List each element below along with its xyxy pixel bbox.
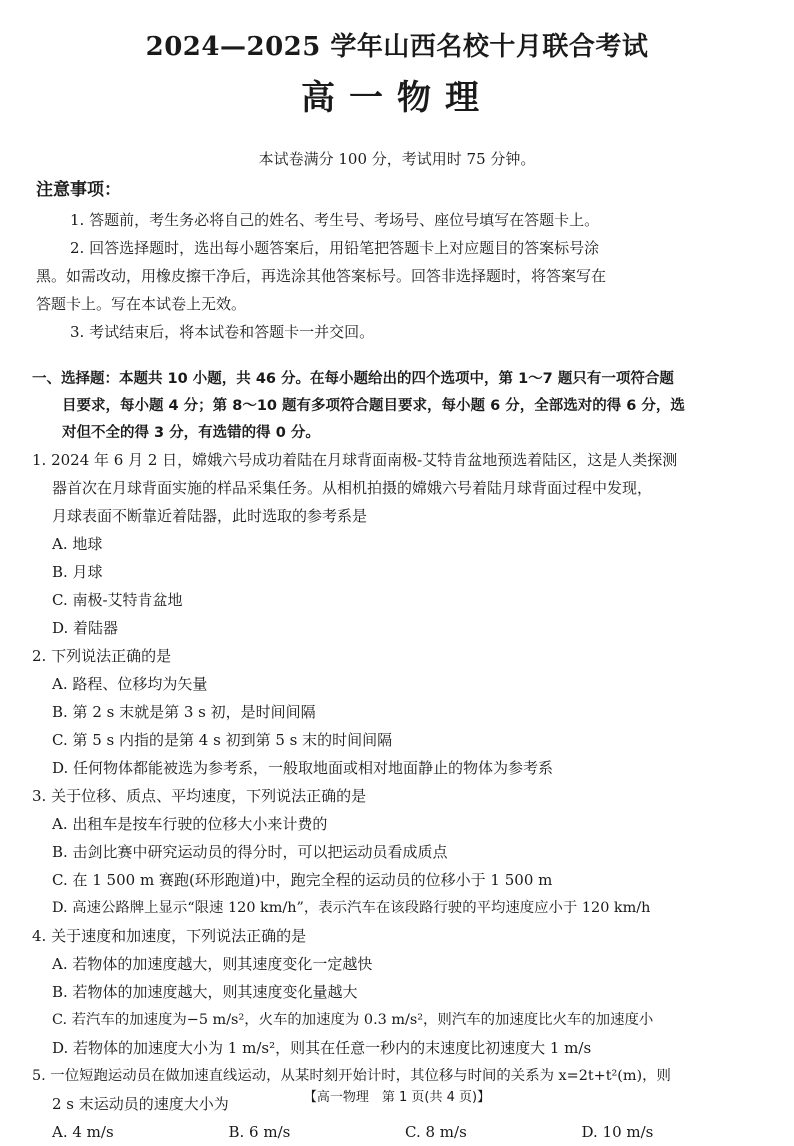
question-stem: 2. 下列说法正确的是 — [32, 647, 172, 665]
exam-info: 本试卷满分 100 分，考试用时 75 分钟。 — [258, 150, 536, 168]
option-c: C. 8 m/s — [405, 1123, 467, 1141]
options — [32, 670, 758, 782]
option-a: A. 4 m/s — [52, 1123, 114, 1141]
section-line: 目要求，每小题 4 分；第 8～10 题有多项符合题目要求，每小题 6 分，全部选对的得 6 分，选 — [62, 398, 685, 414]
option-d: D. 若物体的加速度大小为 1 m/s²，则其在任意一秒内的末速度比初速度大 1 m/s — [52, 1039, 592, 1057]
option-a: A. 路程、位移均为矢量 — [52, 675, 208, 693]
section-line: 对但不全的得 3 分，有选错的得 0 分。 — [62, 425, 320, 441]
options — [32, 810, 758, 922]
section-heading — [32, 366, 758, 447]
question-3 — [32, 782, 758, 922]
question-stem: 器首次在月球背面实施的样品采集任务。从相机拍摄的嫦娥六号着陆月球背面过程中发现， — [52, 479, 653, 497]
section-line: 一、选择题：本题共 10 小题，共 46 分。在每小题给出的四个选项中，第 1～7 题只有一项符合题 — [32, 371, 674, 387]
question-stem: 5. 一位短跑运动员在做加速直线运动，从某时刻开始计时，其位移与时间的关系为 x=2t+t²(m)，则 — [32, 1068, 671, 1084]
question-stem: 2 s 末运动员的速度大小为 — [52, 1095, 229, 1113]
note-item-1: 1. 答题前，考生务必将自己的姓名、考生号、考场号、座位号填写在答题卡上。 — [70, 211, 600, 229]
option-c: C. 若汽车的加速度为−5 m/s²，火车的加速度为 0.3 m/s²，则汽车的加速度比火车的加速度小 — [52, 1012, 654, 1028]
option-c: C. 南极-艾特肯盆地 — [52, 591, 183, 609]
exam-title: 2024—2025 学年山西名校十月联合考试 — [145, 32, 649, 62]
subject-title: 高一物理 — [301, 78, 493, 118]
option-b: B. 6 m/s — [228, 1123, 291, 1141]
notes-list — [36, 206, 754, 346]
option-d: D. 10 m/s — [581, 1123, 654, 1141]
option-d: D. 任何物体都能被选为参考系，一般取地面或相对地面静止的物体为参考系 — [52, 759, 554, 777]
option-c: C. 在 1 500 m 赛跑(环形跑道)中，跑完全程的运动员的位移小于 1 500 m — [52, 871, 553, 889]
question-list — [32, 446, 758, 1146]
question-stem: 月球表面不断靠近着陆器，此时选取的参考系是 — [52, 507, 368, 525]
note-item-2: 2. 回答选择题时，选出每小题答案后，用铅笔把答题卡上对应题目的答案标号涂 — [70, 239, 600, 257]
options — [32, 530, 758, 642]
question-4 — [32, 922, 758, 1062]
option-a: A. 出租车是按车行驶的位移大小来计费的 — [52, 815, 328, 833]
question-stem: 1. 2024 年 6 月 2 日，嫦娥六号成功着陆在月球背面南极-艾特肯盆地预选着陆区，这是人类探测 — [32, 451, 678, 469]
question-stem: 3. 关于位移、质点、平均速度，下列说法正确的是 — [32, 787, 367, 805]
option-c: C. 第 5 s 内指的是第 4 s 初到第 5 s 末的时间间隔 — [52, 731, 393, 749]
question-1 — [32, 446, 758, 642]
notes-title: 注意事项： — [36, 180, 121, 200]
option-b: B. 第 2 s 末就是第 3 s 初，是时间间隔 — [52, 703, 316, 721]
option-d: D. 着陆器 — [52, 619, 119, 637]
options — [32, 1118, 758, 1146]
option-b: B. 若物体的加速度越大，则其速度变化量越大 — [52, 983, 358, 1001]
note-item-2-cont: 答题卡上。写在本试卷上无效。 — [36, 295, 247, 313]
question-2 — [32, 642, 758, 782]
option-a: A. 若物体的加速度越大，则其速度变化一定越快 — [52, 955, 373, 973]
option-d: D. 高速公路牌上显示“限速 120 km/h”，表示汽车在该段路行驶的平均速度应小于 120 km/h — [52, 900, 651, 916]
option-b: B. 月球 — [52, 563, 103, 581]
question-stem: 4. 关于速度和加速度，下列说法正确的是 — [32, 927, 307, 945]
option-a: A. 地球 — [52, 535, 103, 553]
page-footer: 【高一物理 第 1 页(共 4 页)】 — [303, 1090, 491, 1105]
option-b: B. 击剑比赛中研究运动员的得分时，可以把运动员看成质点 — [52, 843, 448, 861]
options — [32, 950, 758, 1062]
note-item-3: 3. 考试结束后，将本试卷和答题卡一并交回。 — [70, 323, 375, 341]
note-item-2-cont: 黑。如需改动，用橡皮擦干净后，再选涂其他答案标号。回答非选择题时，将答案写在 — [36, 267, 607, 285]
